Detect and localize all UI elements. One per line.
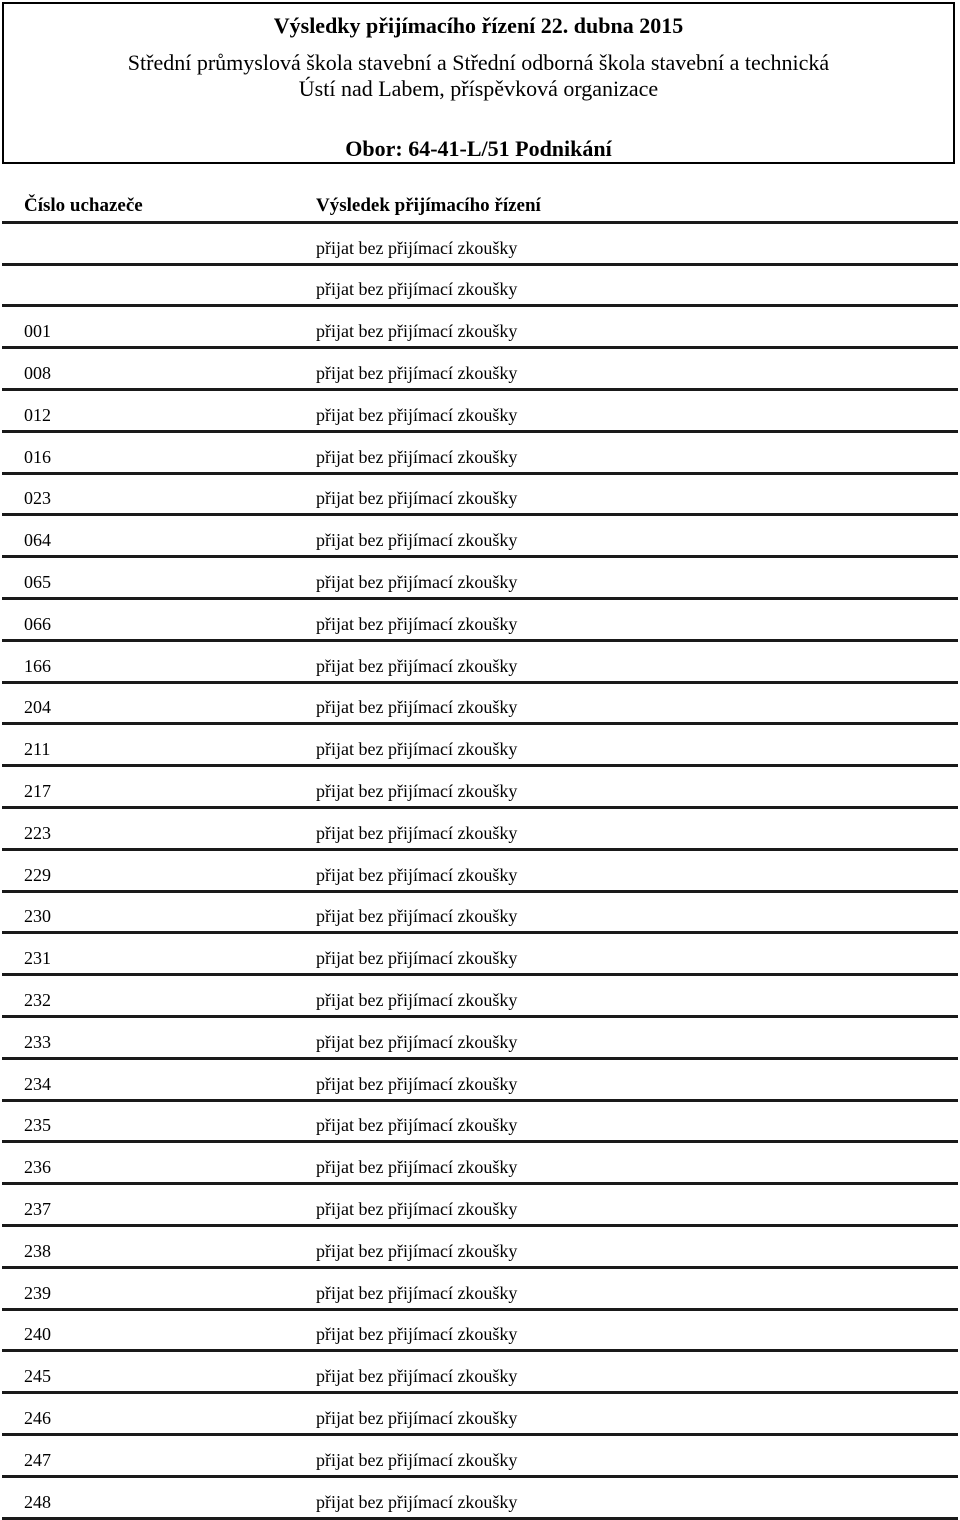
table-row: [2, 1311, 958, 1353]
admission-result: přijat bez přijímací zkoušky: [316, 613, 518, 634]
applicant-number: 231: [24, 948, 51, 969]
table-row: [2, 851, 958, 893]
table-row: [2, 1269, 958, 1311]
admission-result: přijat bez přijímací zkoušky: [316, 697, 518, 718]
admission-result: přijat bez přijímací zkoušky: [316, 822, 518, 843]
applicant-number: 229: [24, 864, 51, 885]
table-row: [2, 600, 958, 642]
table-row: [2, 976, 958, 1018]
table-row: [2, 433, 958, 475]
table-row: [2, 725, 958, 767]
admission-result: přijat bez přijímací zkoušky: [316, 1407, 518, 1428]
admission-result: přijat bez přijímací zkoušky: [316, 1073, 518, 1094]
table-row: [2, 934, 958, 976]
applicant-number: 246: [24, 1407, 51, 1428]
applicant-number: 237: [24, 1198, 51, 1219]
table-row: [2, 475, 958, 517]
admission-result: přijat bez přijímací zkoušky: [316, 1031, 518, 1052]
table-row: [2, 558, 958, 600]
table-row: [2, 767, 958, 809]
admission-result: přijat bez přijímací zkoušky: [316, 864, 518, 885]
applicant-number: 247: [24, 1449, 51, 1470]
table-row: [2, 349, 958, 391]
table-row: [2, 642, 958, 684]
admission-result: přijat bez přijímací zkoušky: [316, 1282, 518, 1303]
table-row: [2, 809, 958, 851]
admission-result: přijat bez přijímací zkoušky: [316, 404, 518, 425]
admission-result: přijat bez přijímací zkoušky: [316, 1366, 518, 1387]
table-row: [2, 391, 958, 433]
admission-result: přijat bez přijímací zkoušky: [316, 655, 518, 676]
applicant-number: 245: [24, 1366, 51, 1387]
applicant-number: 065: [24, 571, 51, 592]
admission-result: přijat bez přijímací zkoušky: [316, 948, 518, 969]
applicant-number: 211: [24, 739, 51, 760]
admission-result: přijat bez přijímací zkoušky: [316, 1115, 518, 1136]
table-row: [2, 1060, 958, 1102]
column-header-number: Číslo uchazeče: [24, 194, 143, 216]
admission-result: přijat bez přijímací zkoušky: [316, 1449, 518, 1470]
admission-result: přijat bez přijímací zkoušky: [316, 1491, 518, 1512]
table-row: [2, 224, 958, 266]
table-row: [2, 1018, 958, 1060]
column-header-result: Výsledek přijímacího řízení: [316, 194, 541, 216]
applicant-number: 239: [24, 1282, 51, 1303]
applicant-number: 217: [24, 780, 51, 801]
applicant-number: 023: [24, 488, 51, 509]
applicant-number: 066: [24, 613, 51, 634]
applicant-number: 230: [24, 906, 51, 927]
admission-result: přijat bez přijímací zkoušky: [316, 1324, 518, 1345]
applicant-number: 008: [24, 362, 51, 383]
admission-result: přijat bez přijímací zkoušky: [316, 1157, 518, 1178]
table-row: [2, 1478, 958, 1520]
admission-result: přijat bez přijímací zkoušky: [316, 362, 518, 383]
table-row: [2, 1185, 958, 1227]
admission-result: přijat bez přijímací zkoušky: [316, 1240, 518, 1261]
table-row: [2, 1394, 958, 1436]
applicant-number: 234: [24, 1073, 51, 1094]
applicant-number: 240: [24, 1324, 51, 1345]
applicant-number: 016: [24, 446, 51, 467]
table-row: [2, 893, 958, 935]
admission-result: přijat bez přijímací zkoušky: [316, 446, 518, 467]
applicant-number: 248: [24, 1491, 51, 1512]
field-of-study: Obor: 64-41-L/51 Podnikání: [345, 136, 612, 161]
applicant-number: 232: [24, 989, 51, 1010]
table-row: [2, 1352, 958, 1394]
table-row: [2, 266, 958, 308]
table-row: [2, 307, 958, 349]
admission-result: přijat bez přijímací zkoušky: [316, 530, 518, 551]
table-row: [2, 684, 958, 726]
table-row: [2, 1436, 958, 1478]
page-title: Výsledky přijímacího řízení 22. dubna 2015: [273, 13, 684, 38]
school-name-line1: Střední průmyslová škola stavební a Střední odborná škola stavební a technická: [127, 50, 830, 75]
applicant-number: 001: [24, 321, 51, 342]
applicant-number: 166: [24, 655, 51, 676]
table-header-row: [2, 182, 958, 224]
admission-result: přijat bez přijímací zkoušky: [316, 780, 518, 801]
applicant-number: 223: [24, 822, 51, 843]
school-name-line2: Ústí nad Labem, příspěvková organizace: [298, 76, 659, 101]
table-row: [2, 516, 958, 558]
applicant-number: 233: [24, 1031, 51, 1052]
admission-result: přijat bez přijímací zkoušky: [316, 237, 518, 258]
admission-result: přijat bez přijímací zkoušky: [316, 488, 518, 509]
admission-result: přijat bez přijímací zkoušky: [316, 571, 518, 592]
applicant-number: 236: [24, 1157, 51, 1178]
admission-result: přijat bez přijímací zkoušky: [316, 279, 518, 300]
table-row: [2, 1227, 958, 1269]
results-table: [2, 182, 958, 1520]
applicant-number: 064: [24, 530, 51, 551]
applicant-number: 235: [24, 1115, 51, 1136]
applicant-number: 012: [24, 404, 51, 425]
admission-result: přijat bez přijímací zkoušky: [316, 989, 518, 1010]
admission-result: přijat bez přijímací zkoušky: [316, 739, 518, 760]
table-row: [2, 1143, 958, 1185]
applicant-number: 204: [24, 697, 51, 718]
document-header: [2, 2, 955, 164]
table-row: [2, 1102, 958, 1144]
applicant-number: 238: [24, 1240, 51, 1261]
admission-result: přijat bez přijímací zkoušky: [316, 1198, 518, 1219]
admission-result: přijat bez přijímací zkoušky: [316, 906, 518, 927]
admission-result: přijat bez přijímací zkoušky: [316, 321, 518, 342]
